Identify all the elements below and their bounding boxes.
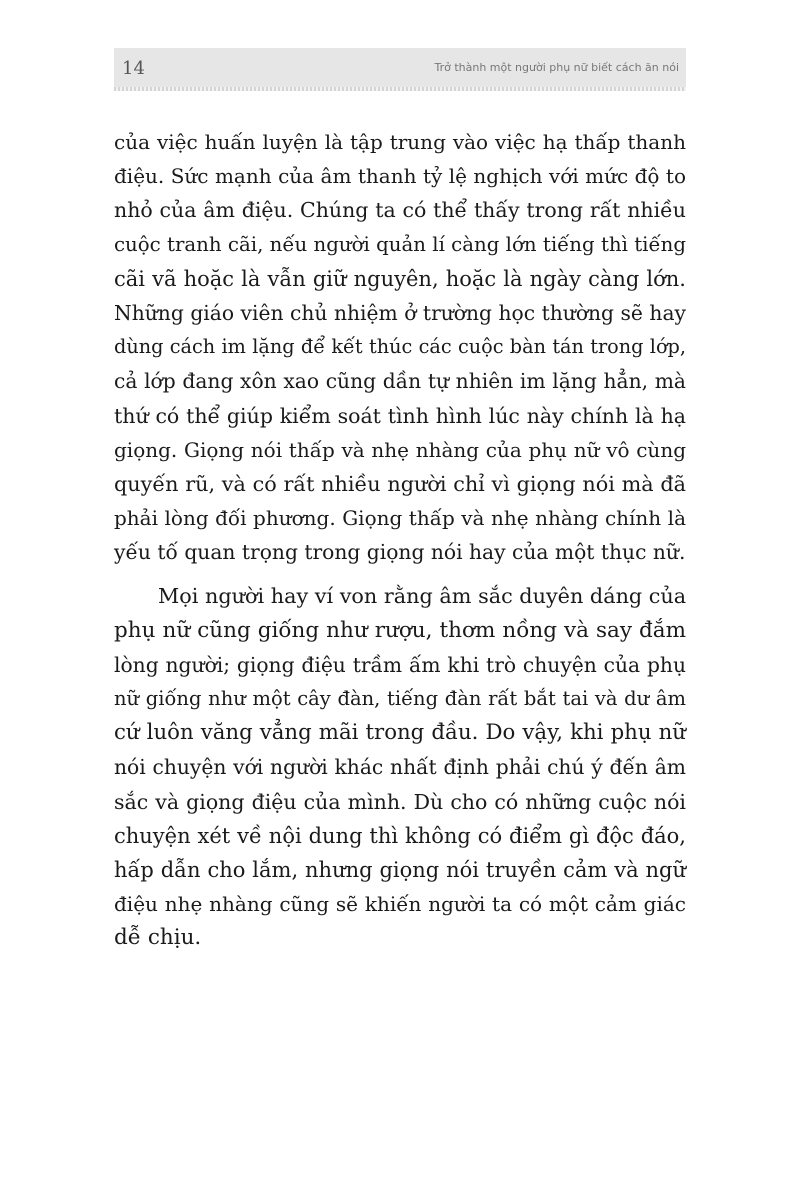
text-line: chuyện xét về nội dung thì không có điểm gì độc đáo, [114,823,686,848]
text-line: nữ giống như một cây đàn, tiếng đàn rất bắt tai và dư âm [114,687,686,710]
text-line: phải lòng đối phương. Giọng thấp và nhẹ nhàng chính là [114,506,686,531]
paragraph-2 [114,579,686,955]
text-line: điệu nhẹ nhàng cũng sẽ khiến người ta có một cảm giác [114,892,686,917]
text-line: dùng cách im lặng để kết thúc các cuộc bàn tán trong lớp, [114,335,686,359]
running-title: Trở thành một người phụ nữ biết cách ăn nói [434,61,679,74]
header-divider [114,87,686,91]
text-line: cuộc tranh cãi, nếu người quản lí càng lớn tiếng thì tiếng [114,232,686,256]
text-line: lòng người; giọng điệu trầm ấm khi trò chuyện của phụ [114,652,686,677]
text-line: của việc huấn luyện là tập trung vào việc hạ thấp thanh [114,130,686,154]
text-line: dễ chịu. [114,925,202,951]
text-line: Mọi người hay ví von rằng âm sắc duyên dáng của [158,584,687,609]
text-line: thứ có thể giúp kiểm soát tình hình lúc này chính là hạ [114,403,686,428]
text-line: Những giáo viên chủ nhiệm ở trường học thường sẽ hay [114,300,686,325]
text-line: hấp dẫn cho lắm, nhưng giọng nói truyền cảm và ngữ [114,857,686,882]
text-line: giọng. Giọng nói thấp và nhẹ nhàng của phụ nữ vô cùng [114,437,686,462]
text-line: yếu tố quan trọng trong giọng nói hay của một thục nữ. [114,540,686,565]
text-line: điệu. Sức mạnh của âm thanh tỷ lệ nghịch với mức độ to [114,164,686,189]
paragraph-1 [114,125,686,569]
text-line: phụ nữ cũng giống như rượu, thơm nồng và say đắm [114,617,686,643]
text-line: quyến rũ, và có rất nhiều người chỉ vì giọng nói mà đã [114,471,686,496]
page-number: 14 [122,58,145,79]
text-line: sắc và giọng điệu của mình. Dù cho có những cuộc nói [114,789,686,814]
body-text [114,125,686,956]
text-line: cả lớp đang xôn xao cũng dần tự nhiên im lặng hẳn, mà [114,369,686,394]
text-line: nhỏ của âm điệu. Chúng ta có thể thấy trong rất nhiều [114,198,686,223]
text-line: cãi vã hoặc là vẫn giữ nguyên, hoặc là ngày càng lớn. [114,266,686,291]
text-line: cứ luôn văng vẳng mãi trong đầu. Do vậy, khi phụ nữ [114,720,686,746]
text-line: nói chuyện với người khác nhất định phải chú ý đến âm [114,755,686,780]
